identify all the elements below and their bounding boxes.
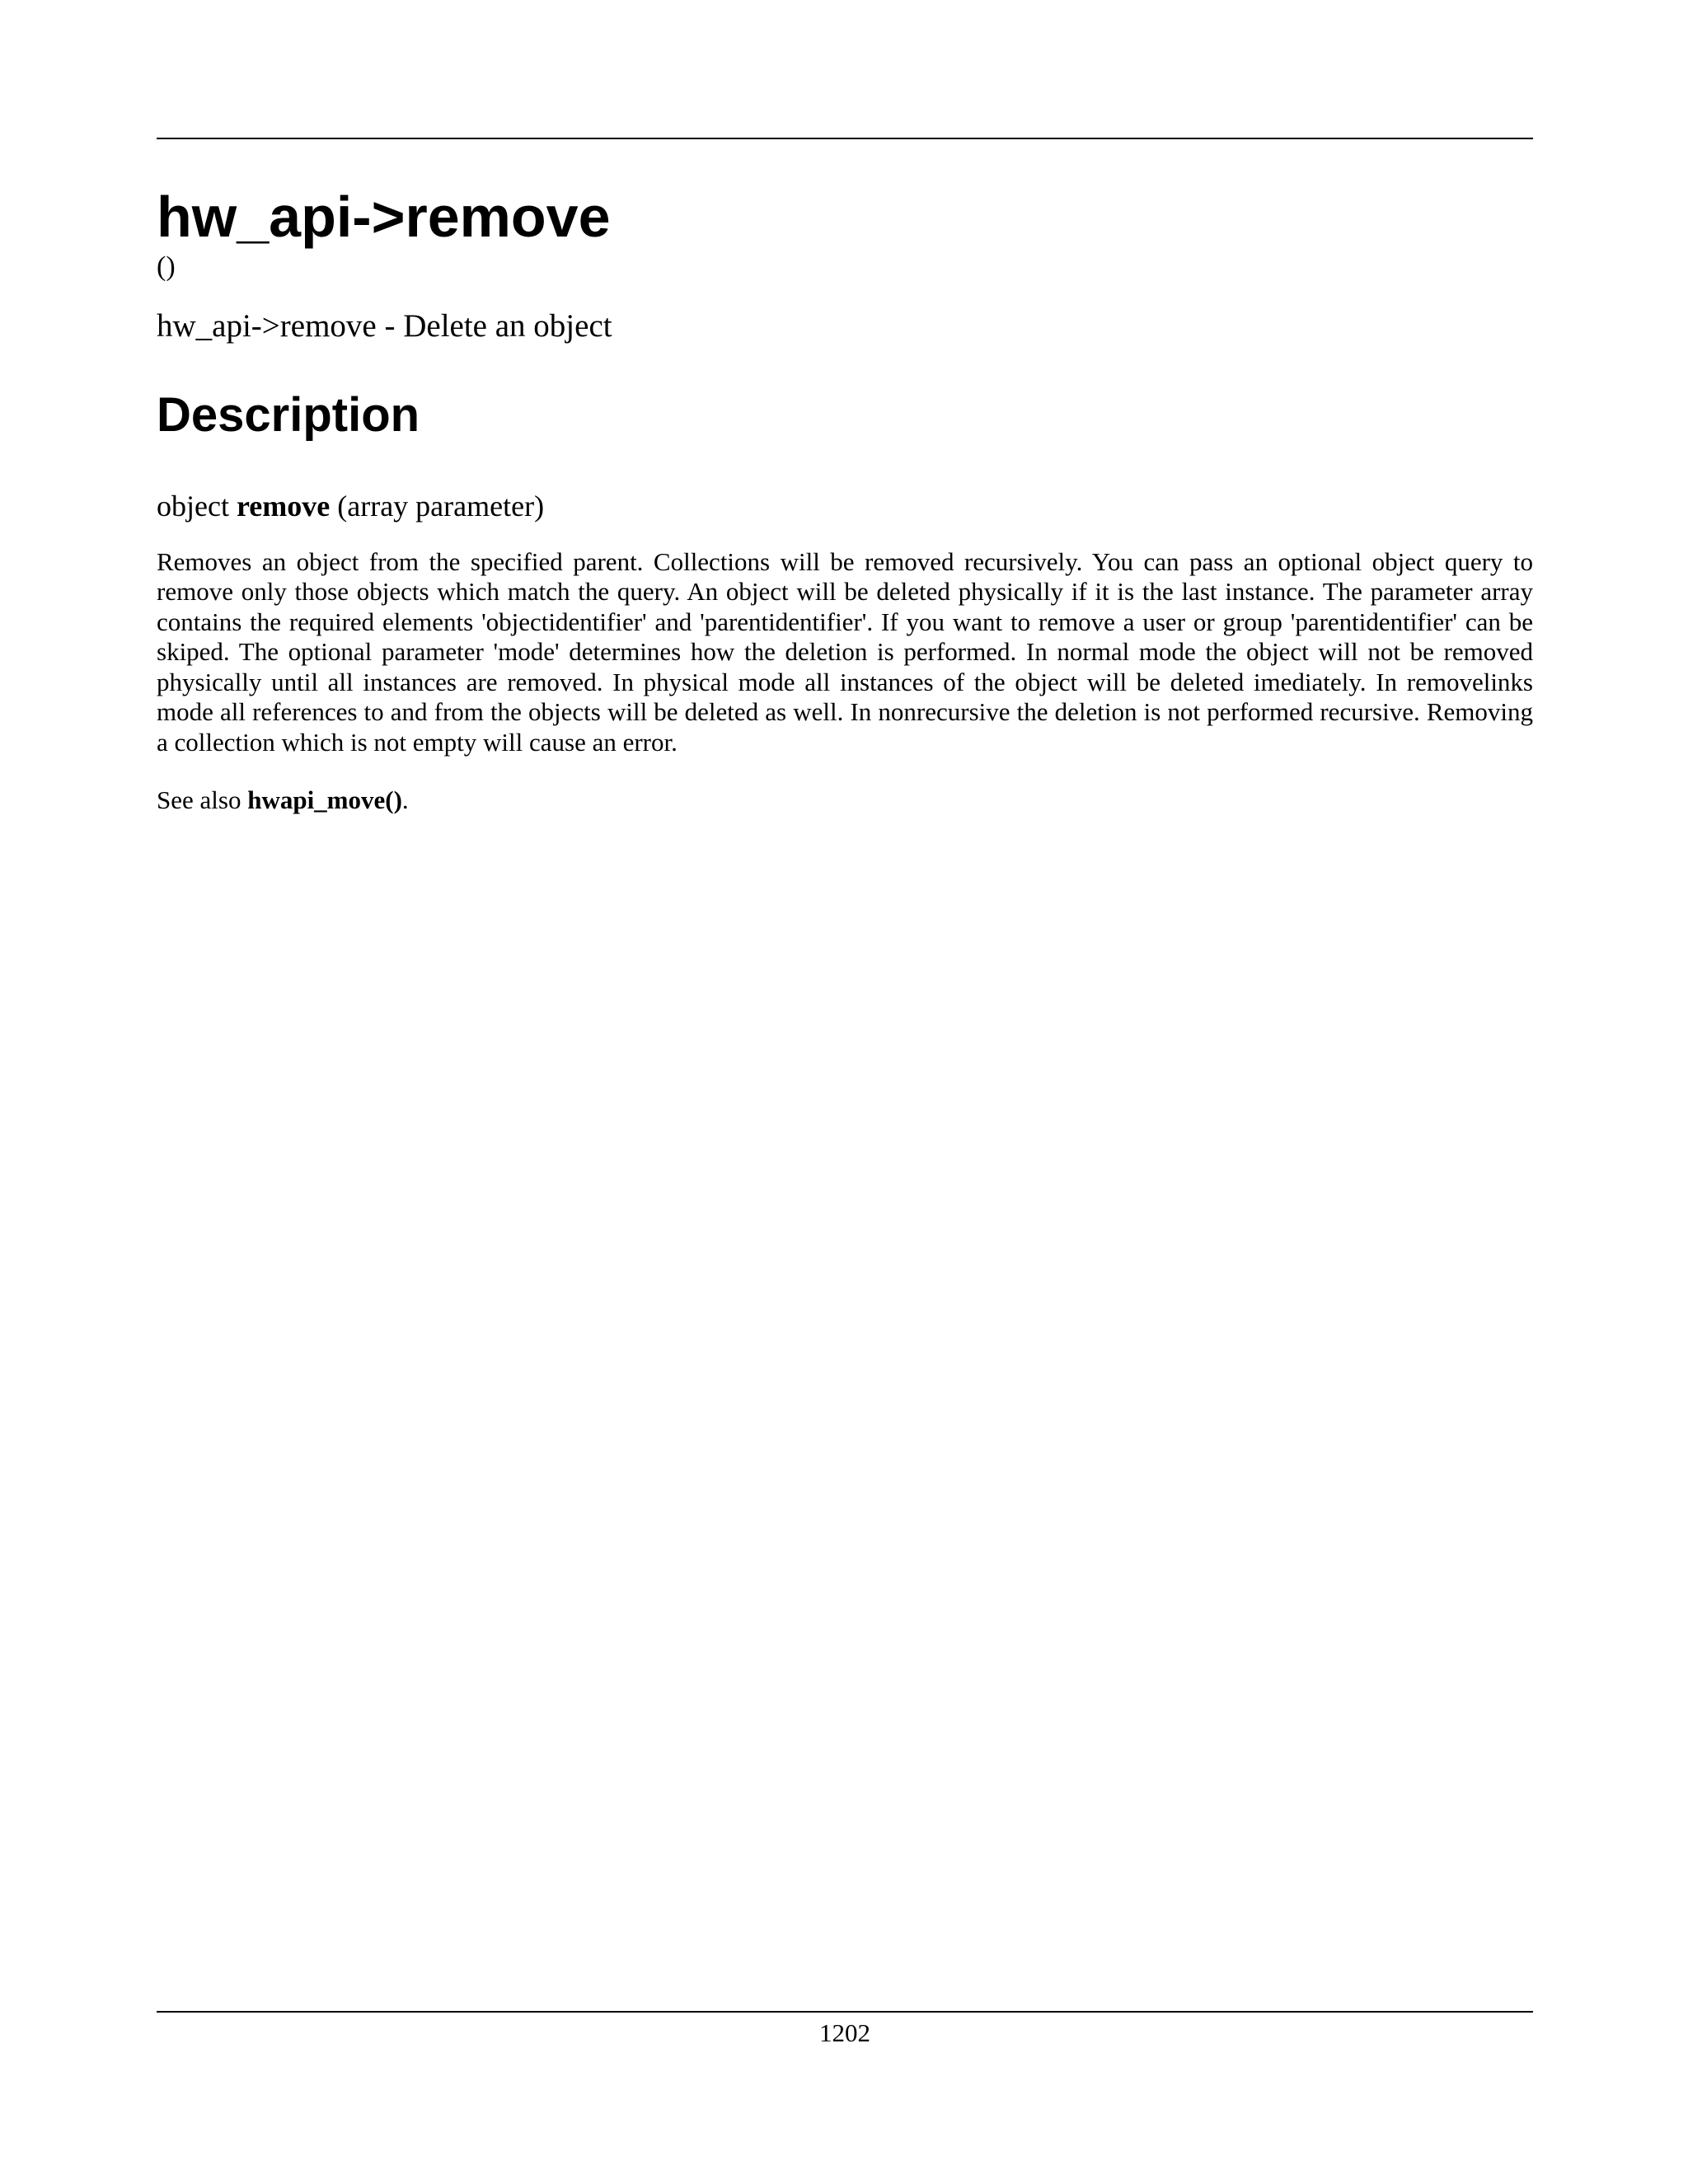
see-also-link[interactable]: hwapi_move() [247, 785, 402, 815]
description-paragraph: Removes an object from the specified parent. Collections will be removed recursively. You can pass an optional object query to remove only those objects which match the query. An object will be deleted physically if it is the last instance. The parameter array contains the required elements 'objectidentifier' and 'parentidentifier'. If you want to remove a user or group 'parentidentifier' can be skiped. The optional parameter 'mode' determines how the deletion is performed. In normal mode the object will not be removed physically until all instances are removed. In physical mode all instances of the object will be deleted imediately. In removelinks mode all references to and from the objects will be deleted as well. In nonrecursive the deletion is not performed recursive. Removing a collection which is not empty will cause an error. [157, 546, 1533, 757]
page-number: 1202 [819, 2018, 870, 2047]
method-synopsis [157, 489, 1533, 524]
footer-rule [157, 2011, 1533, 2013]
see-also [157, 785, 1533, 816]
see-also-suffix: . [401, 785, 409, 815]
synopsis-function-name: remove [236, 489, 331, 523]
page-content [157, 185, 1533, 816]
function-parens: () [157, 251, 176, 282]
header-rule [157, 138, 1533, 139]
see-also-prefix: See also [157, 785, 241, 815]
synopsis-return-type: object [157, 489, 229, 523]
function-title: hw_api->remove [157, 185, 611, 249]
description-heading: Description [157, 387, 420, 442]
function-purpose: hw_api->remove - Delete an object [157, 307, 612, 344]
synopsis-params: (array parameter) [337, 489, 545, 523]
